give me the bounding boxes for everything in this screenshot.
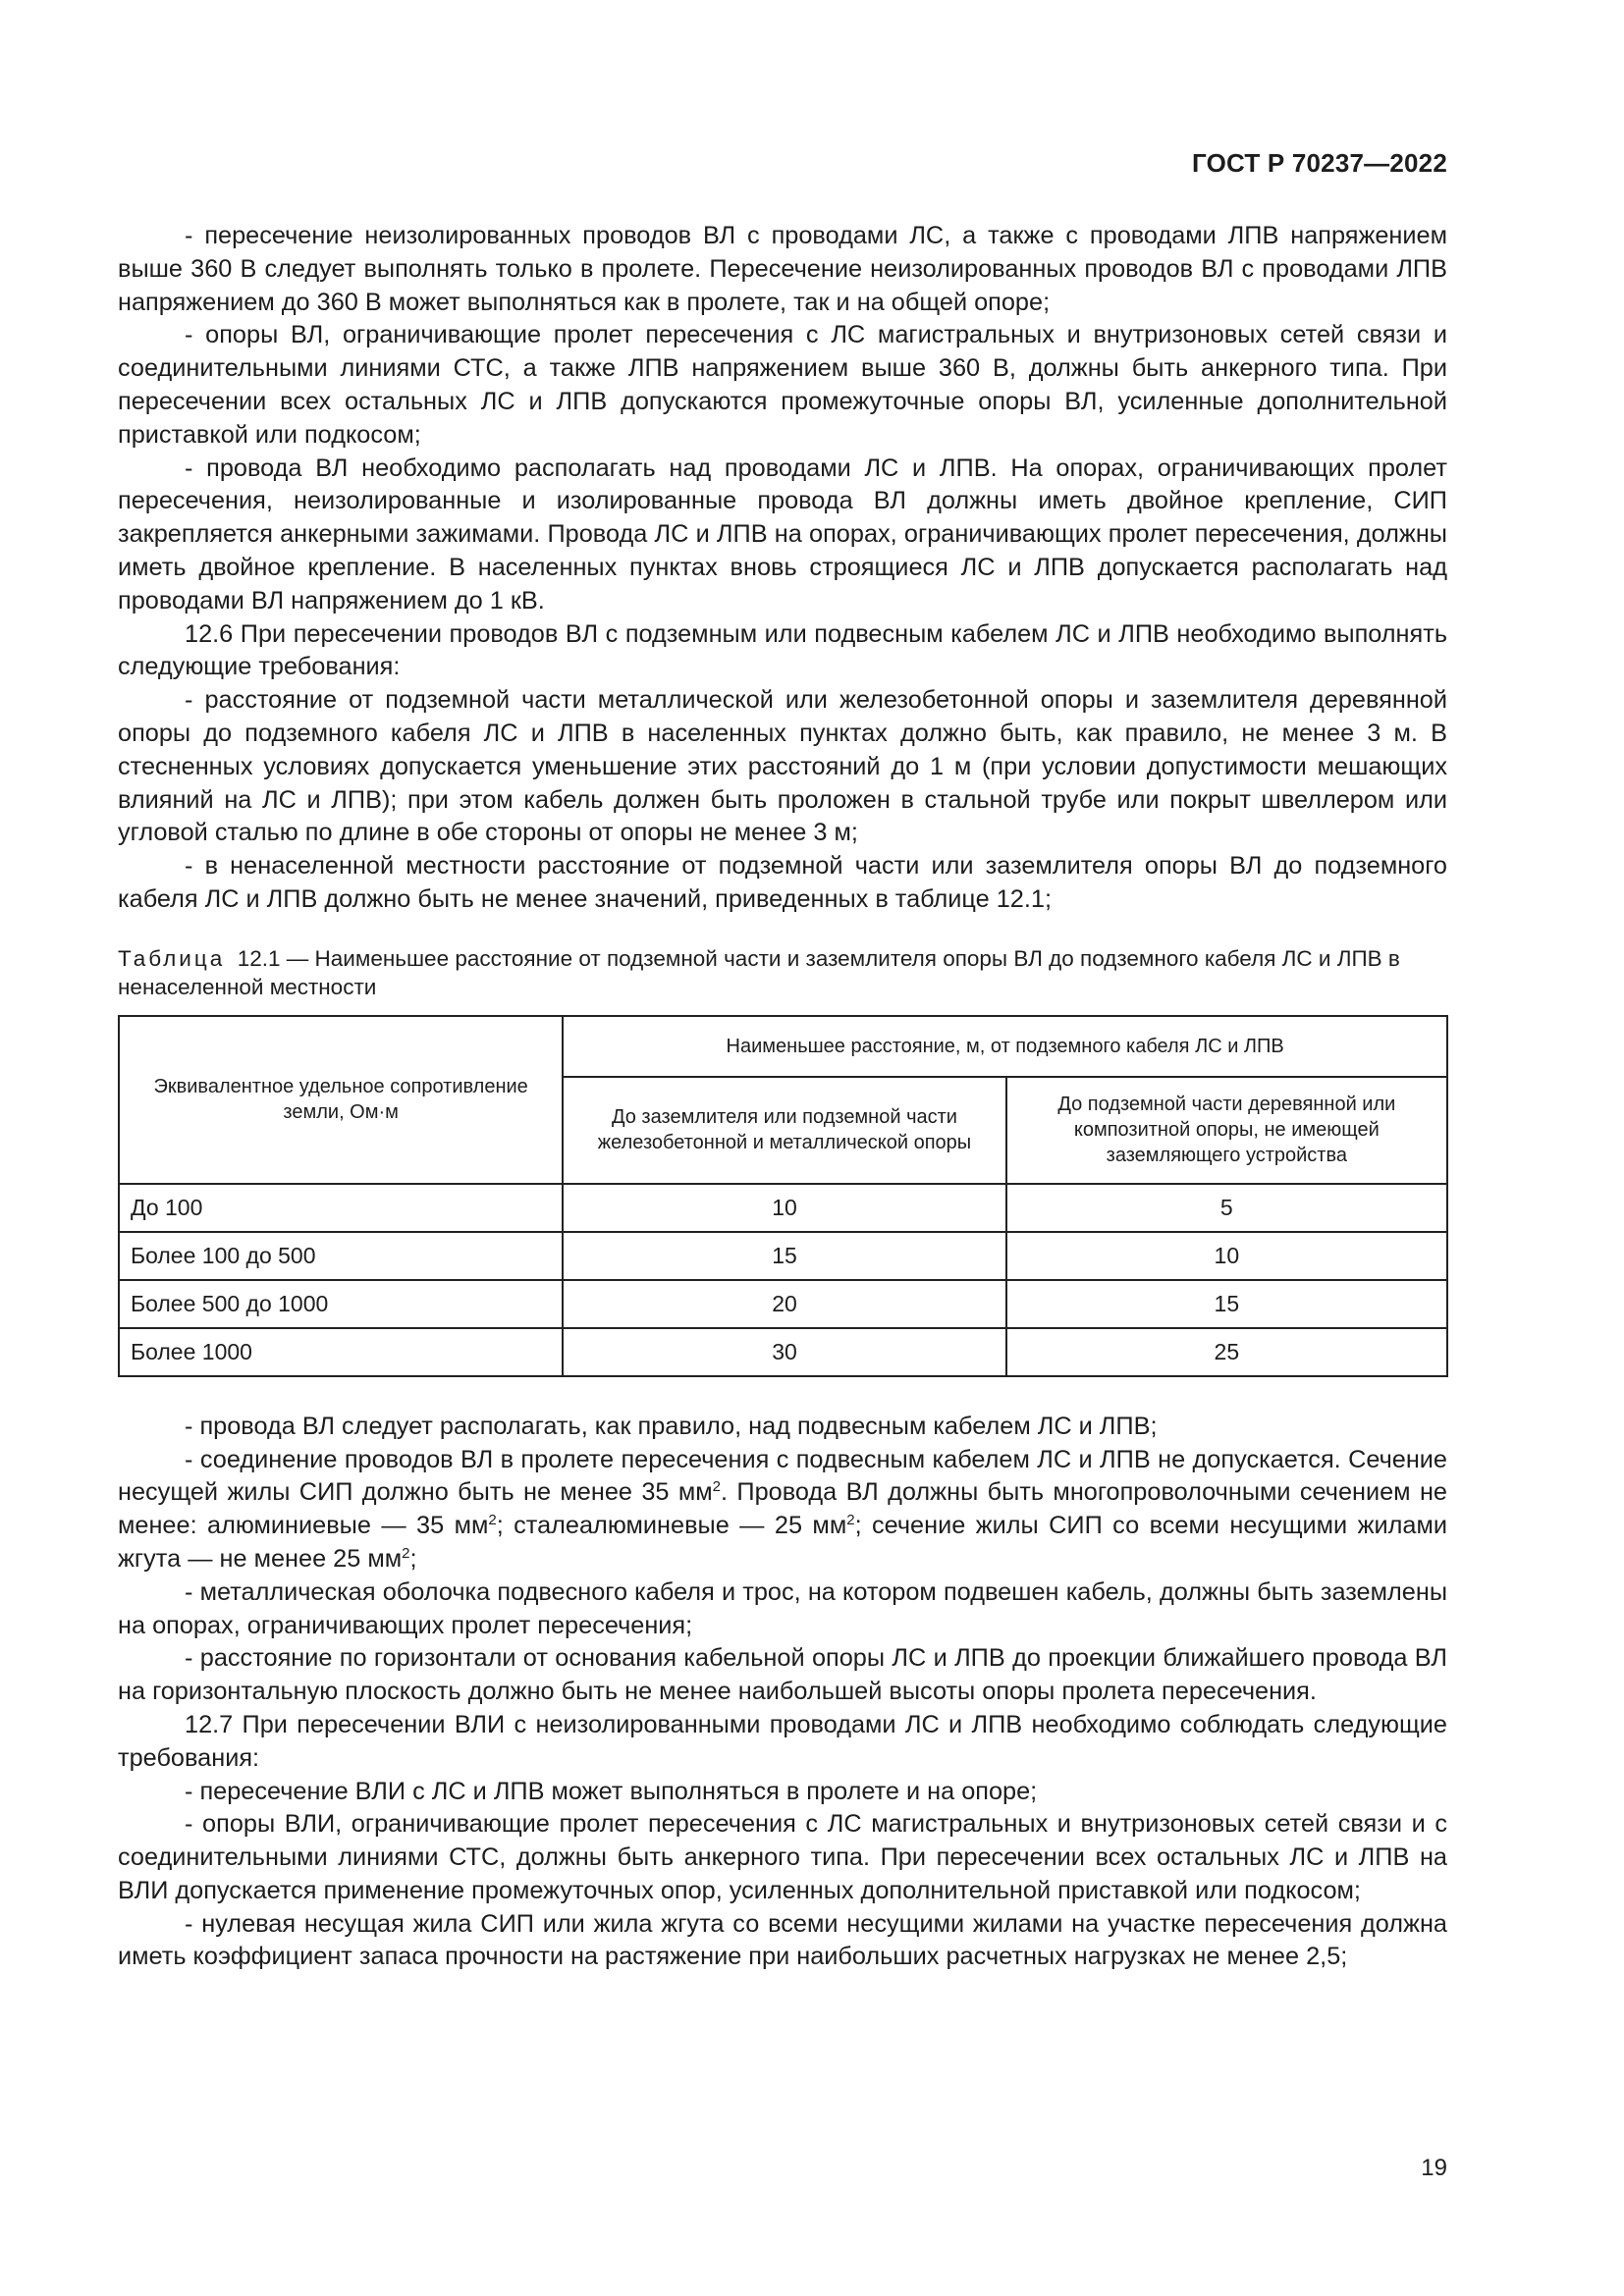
cell-to-wooden: 10 <box>1006 1232 1447 1280</box>
header-to-wooden: До подземной части деревянной или композитной опоры, не имеющей заземляющего устройства <box>1006 1077 1447 1184</box>
superscript-2: 2 <box>712 1478 721 1496</box>
cell-to-wooden: 15 <box>1006 1280 1447 1328</box>
cell-to-grounding: 30 <box>563 1328 1005 1376</box>
cell-to-grounding: 10 <box>563 1184 1005 1232</box>
table-row <box>119 1280 1447 1328</box>
cell-to-wooden: 25 <box>1006 1328 1447 1376</box>
paragraph: - расстояние от подземной части металлической или железобетонной опоры и заземлителя деревянной опоры до подземного кабеля ЛС и ЛПВ в населенных пунктах должно быть, как правило, не менее 3 м. В стесненных условиях допускается уменьшение этих расстояний до 1 м (при условии допустимости мешающих влияний на ЛС и ЛПВ); при этом кабель должен быть проложен в стальной трубе или покрыт швеллером или угловой сталью по длине в обе стороны от опоры не менее 3 м; <box>118 686 1447 847</box>
cell-resistance: До 100 <box>119 1184 563 1232</box>
paragraph: - провода ВЛ следует располагать, как правило, над подвесным кабелем ЛС и ЛПВ; <box>185 1412 1158 1440</box>
header-min-distance: Наименьшее расстояние, м, от подземного кабеля ЛС и ЛПВ <box>563 1016 1447 1077</box>
paragraph: - пересечение ВЛИ с ЛС и ЛПВ может выполняться в пролете и на опоре; <box>185 1777 1038 1805</box>
table-header-row <box>119 1016 1447 1077</box>
paragraph: - расстояние по горизонтали от основания кабельной опоры ЛС и ЛПВ до проекции ближайшего провода ВЛ на горизонтальную плоскость должно быть не менее наибольшей высоты опоры пролета пересечения. <box>118 1644 1447 1706</box>
superscript-2: 2 <box>488 1512 497 1529</box>
cell-to-grounding: 20 <box>563 1280 1005 1328</box>
section-12-7-paragraph: 12.7 При пересечении ВЛИ с неизолированными проводами ЛС и ЛПВ необходимо соблюдать следующие требования: <box>118 1710 1447 1772</box>
paragraph: - опоры ВЛИ, ограничивающие пролет пересечения с ЛС магистральных и внутризоновых сетей связи и с соединительными линиями СТС, должны быть анкерного типа. При пересечении всех остальных ЛС и ЛПВ на ВЛИ допускается применение промежуточных опор, усиленных дополнительной приставкой или подкосом; <box>118 1810 1447 1904</box>
distance-table <box>118 1015 1448 1377</box>
page-number: 19 <box>1421 2155 1447 2181</box>
table-caption <box>118 944 1447 1001</box>
cell-resistance: Более 1000 <box>119 1328 563 1376</box>
paragraph-with-superscripts: - соединение проводов ВЛ в пролете пересечения с подвесным кабелем ЛС и ЛПВ не допускается. Сечение несущей жилы СИП должно быть не менее 35 $мм^2$. Провода ВЛ должны быть многопроволочными сечением не менее: алюминиевые — 35 $мм^2$; сталеалюминевые — 25 $мм^2$; сечение жилы СИП со всеми несущими жилами жгута — не менее 25 $мм^2$; <box>118 1445 1447 1573</box>
paragraph: - металлическая оболочка подвесного кабеля и трос, на котором подвешен кабель, должны быть заземлены на опорах, ограничивающих пролет пересечения; <box>118 1577 1447 1639</box>
header-to-grounding: До заземлителя или подземной части железобетонной и металлической опоры <box>563 1077 1005 1184</box>
paragraph: - провода ВЛ необходимо располагать над проводами ЛС и ЛПВ. На опорах, ограничивающих пролет пересечения, неизолированные и изолированные провода ВЛ должны иметь двойное крепление, СИП закрепляется анкерными зажимами. Провода ЛС и ЛПВ на опорах, ограничивающих пролет пересечения, должны иметь двойное крепление. В населенных пунктах вновь строящиеся ЛС и ЛПВ допускается располагать над проводами ВЛ напряжением до 1 кВ. <box>118 454 1447 614</box>
cell-to-wooden: 5 <box>1006 1184 1447 1232</box>
table-caption-text: 12.1 — Наименьшее расстояние от подземной части и заземлителя опоры ВЛ до подземного кабеля ЛС и ЛПВ в ненаселенной местности <box>118 945 1400 999</box>
header-resistance: Эквивалентное удельное сопротивление земли, Ом·м <box>119 1016 563 1184</box>
paragraph: - опоры ВЛ, ограничивающие пролет пересечения с ЛС магистральных и внутризоновых сетей связи и соединительными линиями СТС, а также ЛПВ напряжением выше 360 В, должны быть анкерного типа. При пересечении всех остальных ЛС и ЛПВ допускаются промежуточные опоры ВЛ, усиленные дополнительной приставкой или подкосом; <box>118 321 1447 449</box>
table-caption-label: Таблица <box>118 945 226 971</box>
superscript-2: 2 <box>402 1544 410 1562</box>
table-row <box>119 1184 1447 1232</box>
section-12-6-paragraph: 12.6 При пересечении проводов ВЛ с подземным или подвесным кабелем ЛС и ЛПВ необходимо выполнять следующие требования: <box>118 619 1447 681</box>
paragraph: - нулевая несущая жила СИП или жила жгута со всеми несущими жилами на участке пересечения должна иметь коэффициент запаса прочности на растяжение при наибольших расчетных нагрузках не менее 2,5; <box>118 1909 1447 1971</box>
document-code: ГОСТ Р 70237—2022 <box>1192 148 1447 178</box>
superscript-2: 2 <box>846 1512 855 1529</box>
paragraph: - в ненаселенной местности расстояние от подземной части или заземлителя опоры ВЛ до подземного кабеля ЛС и ЛПВ должно быть не менее значений, приведенных в таблице 12.1; <box>118 852 1447 913</box>
table-row <box>119 1328 1447 1376</box>
cell-to-grounding: 15 <box>563 1232 1005 1280</box>
paragraph: - пересечение неизолированных проводов ВЛ с проводами ЛС, а также с проводами ЛПВ напряжением выше 360 В следует выполнять только в пролете. Пересечение неизолированных проводов ВЛ с проводами ЛПВ напряжением до 360 В может выполняться как в пролете, так и на общей опоре; <box>118 222 1447 316</box>
cell-resistance: Более 100 до 500 <box>119 1232 563 1280</box>
table-row <box>119 1232 1447 1280</box>
page-content <box>118 220 1447 1974</box>
cell-resistance: Более 500 до 1000 <box>119 1280 563 1328</box>
